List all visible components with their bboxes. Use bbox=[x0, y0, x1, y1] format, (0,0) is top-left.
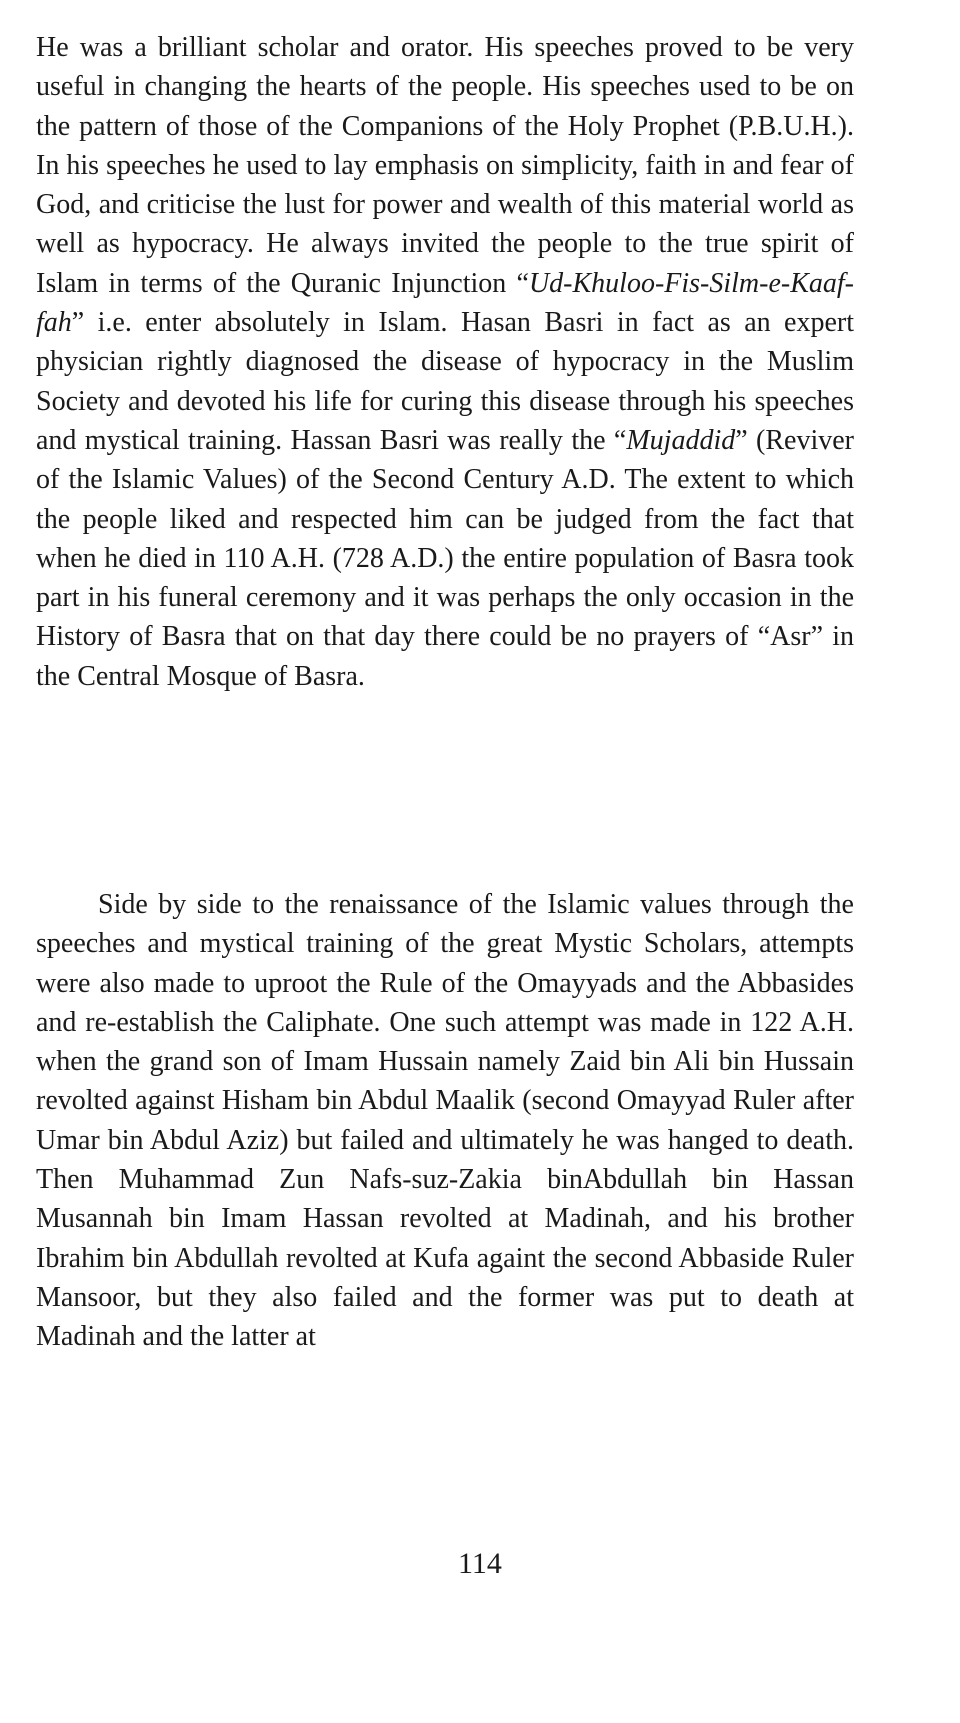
paragraph-hasan-basri bbox=[36, 28, 854, 696]
paragraph-renaissance-attempts: Side by side to the renaissance of the Islamic values through the speeches and mystical training of the great Mystic Scholars, attempts were also made to uproot the Rule of the Omayyads and the Abbasides and re-establish the Caliphate. One such attempt was made in 122 A.H. when the grand son of Imam Hussain namely Zaid bin Ali bin Hussain revolted against Hisham bin Abdul Maalik (second Omayyad Ruler after Umar bin Abdul Aziz) but failed and ultimately he was hanged to death. Then Muhammad Zun Nafs-suz-Zakia binAbdullah bin Hassan Musannah bin Imam Hassan revolted at Madinah, and his brother Ibrahim bin Abdullah revolted at Kufa againt the second Abbaside Ruler Mansoor, but they also failed and the former was put to death at Madinah and the latter at bbox=[36, 889, 854, 1353]
page-number: 114 bbox=[458, 1547, 502, 1580]
paragraph-1-part-3: ” (Reviver of the Islamic Values) of the Second Century A.D. The extent to which the people liked and respected him can be judged from the fact that when he died in 110 A.H. (728 A.D.) the entire population of Basra took part in his funeral ceremony and it was perhaps the only occasion in the History of Basra that on that day there could be no prayers of “Asr” in the Central Mosque of Basra. bbox=[36, 424, 855, 692]
quranic-injunction-term: Ud-Khuloo-Fis-Silm-e-Kaaf-fah bbox=[36, 267, 854, 339]
mujaddid-term: Mujaddid bbox=[626, 424, 736, 456]
paragraph-1-part-1: He was a brilliant scholar and orator. His speeches proved to be very useful in changing the hearts of the people. His speeches used to be on the pattern of those of the Companions of the Holy Prophet (P.B.U.H.). In his speeches he used to lay emphasis on simplicity, faith in and fear of God, and criticise the lust for power and wealth of this material world as well as hypocracy. He always invited the people to the true spirit of Islam in terms of the Quranic Injunction “ bbox=[36, 32, 854, 299]
paragraph-1-part-2: ” i.e. enter absolutely in Islam. Hasan Basri in fact as an expert physician rightly diagnosed the disease of hypocracy in the Muslim Society and devoted his life for curing this disease through his speeches and mystical training. Hassan Basri was really the “ bbox=[36, 307, 854, 456]
